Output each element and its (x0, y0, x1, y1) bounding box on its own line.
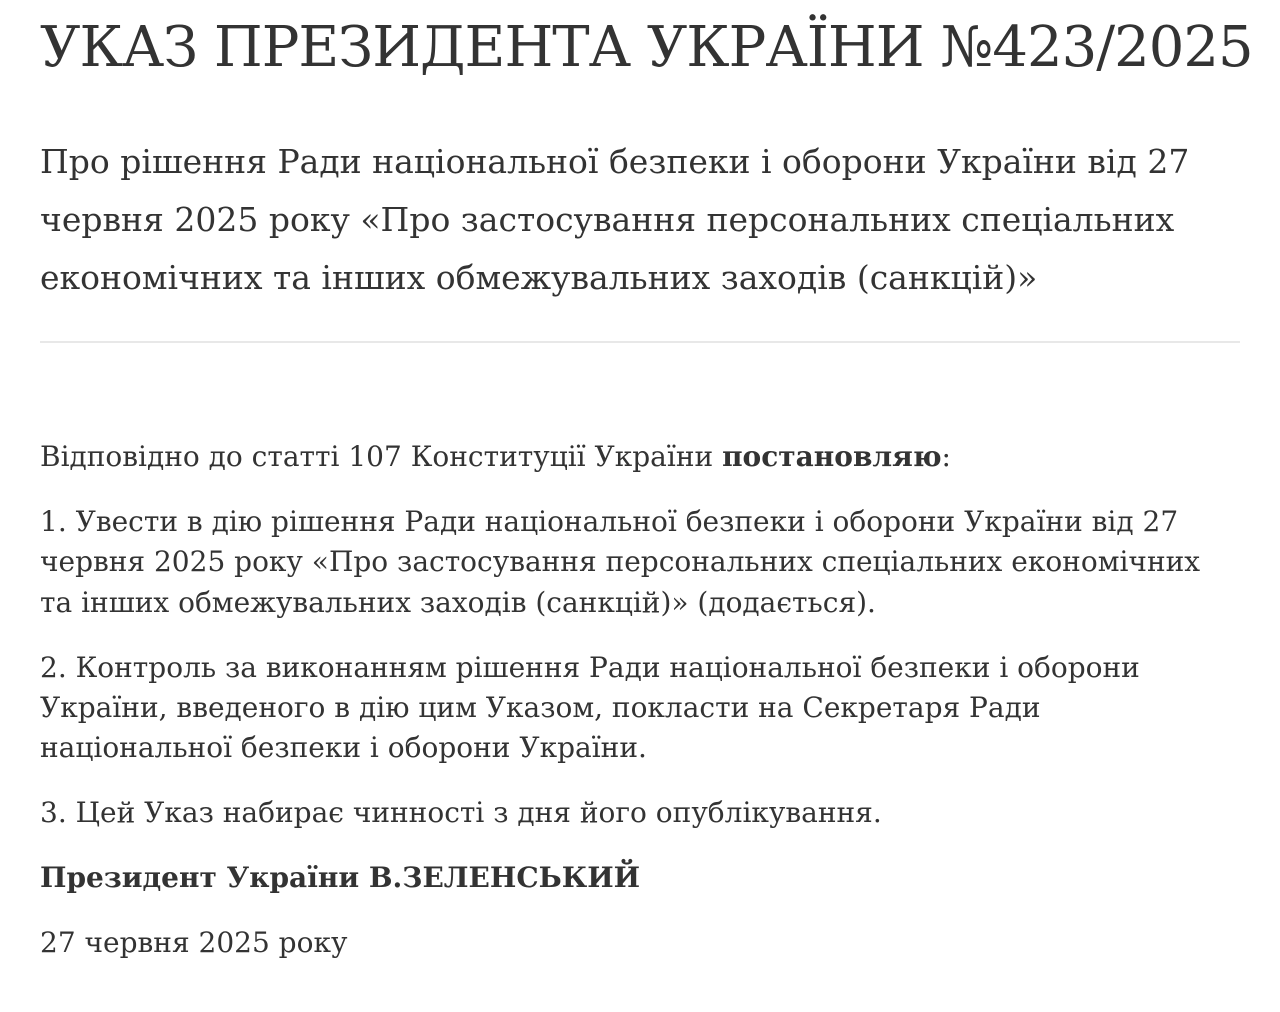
intro-colon: : (941, 440, 951, 474)
intro-paragraph (40, 437, 1240, 477)
decree-date: 27 червня 2025 року (40, 925, 348, 959)
decree-paragraph-1: 1. Увести в дію рішення Ради національної безпеки і оборони України від 27 червня 2025 року «Про застосування персональних спеціальних економічних та інших обмежувальних заходів (санкцій)» (додається). (40, 505, 1201, 619)
decree-title: УКАЗ ПРЕЗИДЕНТА УКРАЇНИ №423/2025 (40, 15, 1253, 80)
intro-bold-word: постановляю (722, 440, 942, 474)
intro-text: Відповідно до статті 107 Конституції України (40, 440, 723, 474)
decree-body (40, 437, 1240, 962)
decree-paragraph-2: 2. Контроль за виконанням рішення Ради національної безпеки і оборони України, введеного в дію цим Указом, покласти на Секретаря Ради національної безпеки і оборони України. (40, 650, 1140, 764)
signature-line: Президент України В.ЗЕЛЕНСЬКИЙ (40, 860, 641, 894)
decree-paragraph-3: 3. Цей Указ набирає чинності з дня його опублікування. (40, 795, 882, 829)
divider (40, 341, 1240, 343)
decree-subtitle: Про рішення Ради національної безпеки і оборони України від 27 червня 2025 року «Про застосування персональних спеціальних економічних та інших обмежувальних заходів (санкцій)» (40, 142, 1190, 298)
